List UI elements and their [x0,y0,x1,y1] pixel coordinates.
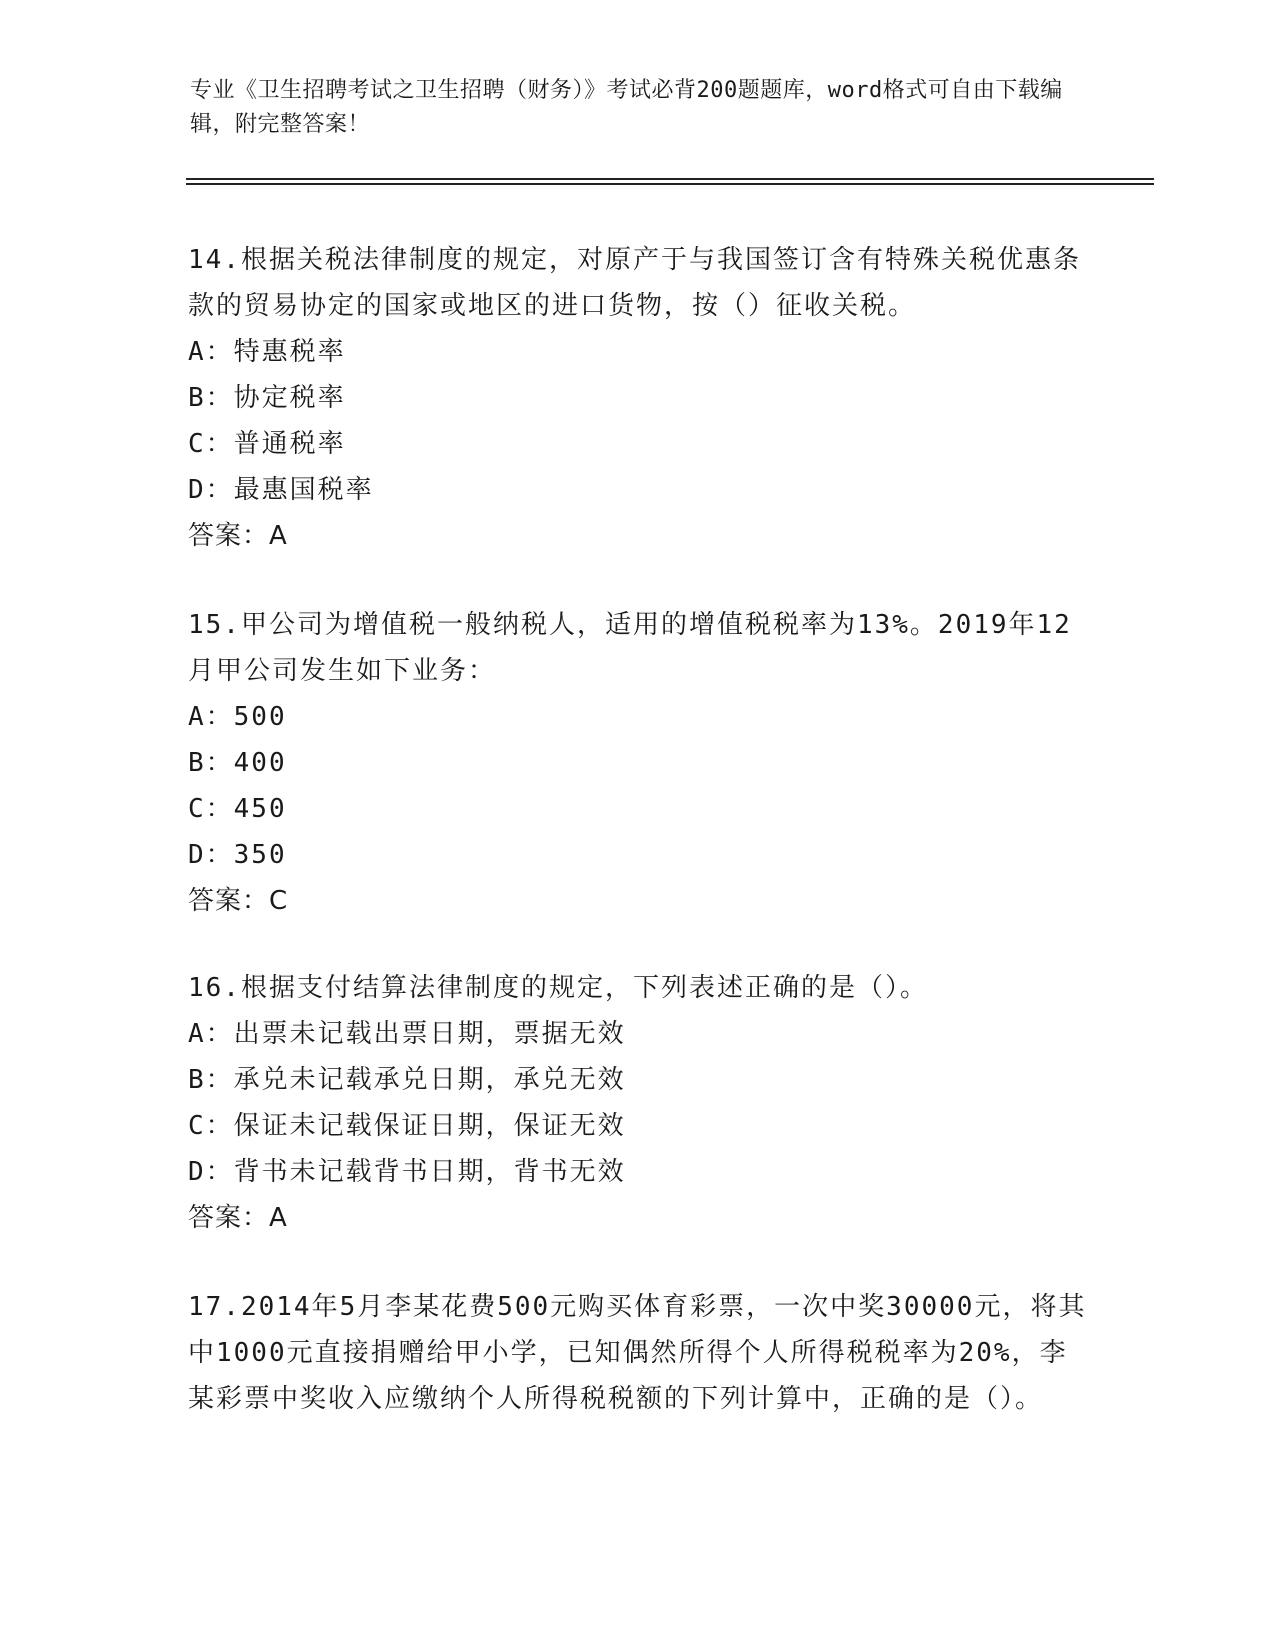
question-stem: 14.根据关税法律制度的规定，对原产于与我国签订含有特殊关税优惠条款的贸易协定的国家或地区的进口货物，按（）征收关税。 [188,245,1081,321]
option-a: A：500 [188,702,287,732]
question-14 [188,237,1088,559]
option-d: D：背书未记载背书日期，背书无效 [188,1157,626,1187]
question-15 [188,602,1088,924]
question-stem: 16.根据支付结算法律制度的规定，下列表述正确的是（）。 [188,973,928,1003]
option-c: C：保证未记载保证日期，保证无效 [188,1111,626,1141]
answer-line: 答案：A [188,521,288,551]
option-b: B：协定税率 [188,383,346,413]
answer-line: 答案：A [188,1203,288,1233]
option-b: B：400 [188,748,287,778]
question-stem: 15.甲公司为增值税一般纳税人，适用的增值税税率为13%。2019年12月甲公司发生如下业务： [188,610,1072,686]
option-b: B：承兑未记载承兑日期，承兑无效 [188,1065,626,1095]
option-a: A：特惠税率 [188,337,346,367]
answer-line: 答案：C [188,886,289,916]
header-divider-top [186,178,1154,180]
option-d: D：350 [188,840,287,870]
question-stem: 17.2014年5月李某花费500元购买体育彩票，一次中奖30000元，将其中1000元直接捐赠给甲小学，已知偶然所得个人所得税税率为20%，李某彩票中奖收入应缴纳个人所得税税额的下列计算中，正确的是（）。 [188,1292,1087,1414]
option-c: C：普通税率 [188,429,346,459]
option-d: D：最惠国税率 [188,475,374,505]
question-16 [188,965,1088,1241]
header-divider-bottom [186,183,1154,185]
document-header: 专业《卫生招聘考试之卫生招聘（财务）》考试必背200题题库，word格式可自由下载编辑，附完整答案！ [190,78,1063,137]
question-17 [188,1284,1088,1422]
option-a: A：出票未记载出票日期，票据无效 [188,1019,626,1049]
option-c: C：450 [188,794,287,824]
